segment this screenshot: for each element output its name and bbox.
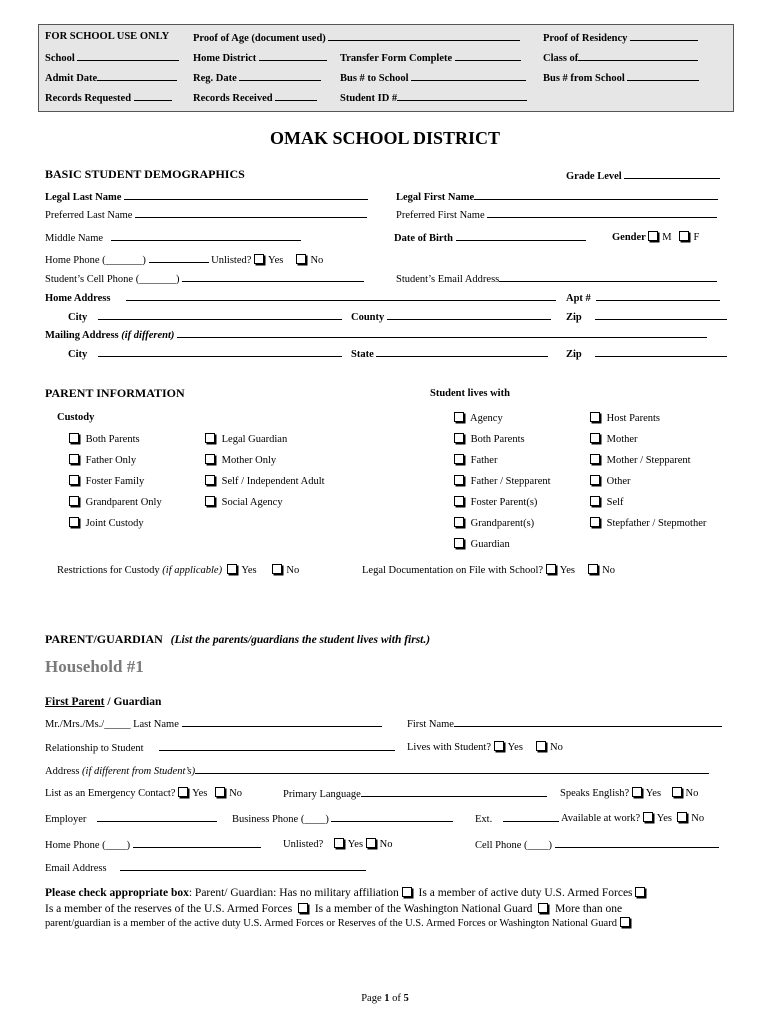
checkbox[interactable] <box>205 454 215 464</box>
lives-with-yes-checkbox[interactable] <box>494 741 504 751</box>
lives-with-option[interactable]: Grandparent(s) <box>454 517 534 530</box>
checkbox[interactable] <box>205 475 215 485</box>
admit-date-label: Admit Date <box>45 71 177 85</box>
checkbox[interactable] <box>454 433 464 443</box>
home-address-field[interactable] <box>126 291 556 301</box>
checkbox[interactable] <box>454 454 464 464</box>
parent-address-field[interactable] <box>195 764 709 774</box>
available-no-checkbox[interactable] <box>677 812 687 822</box>
proof-of-age-field[interactable] <box>328 31 520 41</box>
gender-f-checkbox[interactable] <box>679 231 689 241</box>
for-school-use-label: FOR SCHOOL USE ONLY <box>45 31 170 42</box>
home-address-label: Home Address <box>45 291 556 305</box>
emergency-row: List as an Emergency Contact? Yes No <box>45 788 243 799</box>
guardian-heading: PARENT/GUARDIAN <box>45 632 163 646</box>
checkbox[interactable] <box>590 496 600 506</box>
pref-last-field[interactable] <box>135 208 367 218</box>
proof-of-residency-label: Proof of Residency <box>543 31 698 45</box>
apt-label: Apt # <box>566 291 720 305</box>
state-label: State <box>351 347 548 361</box>
cell-phone-label: Student’s Cell Phone (_______) <box>45 272 364 286</box>
custody-option[interactable]: Self / Independent Adult <box>205 475 325 488</box>
legal-doc-no-checkbox[interactable] <box>588 564 598 574</box>
apt-field[interactable] <box>596 291 720 301</box>
grade-level-field[interactable] <box>624 169 720 179</box>
available-yes-checkbox[interactable] <box>643 812 653 822</box>
city-field[interactable] <box>98 310 342 320</box>
reg-date-field[interactable] <box>239 71 321 81</box>
records-received-field[interactable] <box>275 91 317 101</box>
restrictions-row: Restrictions for Custody (if applicable) Yes No <box>57 565 300 576</box>
lives-with-option[interactable]: Mother <box>590 433 638 446</box>
bus-to-school-label: Bus # to School <box>340 71 526 85</box>
parent-unlisted-no-checkbox[interactable] <box>366 838 376 848</box>
county-field[interactable] <box>387 310 551 320</box>
lives-with-option[interactable]: Father <box>454 454 497 467</box>
gender-m-checkbox[interactable] <box>648 231 658 241</box>
english-yes-checkbox[interactable] <box>632 787 642 797</box>
legal-last-label: Legal Last Name <box>45 190 368 204</box>
school-label: School <box>45 51 179 65</box>
student-id-field[interactable] <box>397 91 527 101</box>
transfer-form-field[interactable] <box>455 51 521 61</box>
mailing-address-field[interactable] <box>177 328 707 338</box>
transfer-form-label: Transfer Form Complete <box>340 51 521 65</box>
lives-with-option[interactable]: Both Parents <box>454 433 525 446</box>
parent-unlisted-yes-checkbox[interactable] <box>334 838 344 848</box>
class-of-field[interactable] <box>578 51 698 61</box>
parent-first-name-label: First Name <box>407 717 722 731</box>
military-line-2: Is a member of the reserves of the U.S. Armed Forces Is a member of the Washington National Guard More than one <box>45 903 623 915</box>
lives-with-option[interactable]: Foster Parent(s) <box>454 496 537 509</box>
checkbox[interactable] <box>205 433 215 443</box>
unlisted-yes-checkbox[interactable] <box>254 254 264 264</box>
demographics-heading: BASIC STUDENT DEMOGRAPHICS <box>45 167 245 181</box>
available-row: Available at work? Yes No <box>561 813 705 824</box>
bus-from-school-field[interactable] <box>627 71 699 81</box>
speaks-english-row: Speaks English? Yes No <box>560 788 699 799</box>
checkbox[interactable] <box>590 475 600 485</box>
checkbox[interactable] <box>454 517 464 527</box>
checkbox[interactable] <box>205 496 215 506</box>
legal-doc-yes-checkbox[interactable] <box>546 564 556 574</box>
checkbox[interactable] <box>454 475 464 485</box>
emergency-yes-checkbox[interactable] <box>178 787 188 797</box>
legal-first-label: Legal First Name <box>396 190 718 204</box>
employer-field[interactable] <box>97 812 217 822</box>
custody-option[interactable]: Foster Family <box>69 475 144 488</box>
custody-option[interactable]: Father Only <box>69 454 136 467</box>
checkbox[interactable] <box>69 433 79 443</box>
mailing-address-label: Mailing Address (if different) <box>45 328 707 342</box>
admit-date-field[interactable] <box>97 71 177 81</box>
parent-email-field[interactable] <box>120 861 366 871</box>
parent-address-label: Address (if different from Student’s) <box>45 764 709 778</box>
checkbox[interactable] <box>69 496 79 506</box>
school-field[interactable] <box>77 51 179 61</box>
relationship-label: Relationship to Student <box>45 741 395 755</box>
parent-email-label: Email Address <box>45 861 366 875</box>
primary-language-label: Primary Language <box>283 787 547 801</box>
custody-option[interactable]: Mother Only <box>205 454 276 467</box>
business-phone-label: Business Phone (____) <box>232 812 453 826</box>
household-title: Household #1 <box>45 657 144 676</box>
ext-label: Ext. <box>475 812 559 826</box>
parent-last-name-field[interactable] <box>182 717 382 727</box>
proof-of-residency-field[interactable] <box>630 31 698 41</box>
custody-option[interactable]: Legal Guardian <box>205 433 287 446</box>
checkbox[interactable] <box>454 496 464 506</box>
pref-first-field[interactable] <box>487 208 717 218</box>
middle-name-field[interactable] <box>111 231 301 241</box>
parent-info-heading: PARENT INFORMATION <box>45 386 185 400</box>
page-number: Page 1 of 5 <box>361 993 409 1004</box>
no-military-checkbox[interactable] <box>402 887 412 897</box>
ext-field[interactable] <box>503 812 559 822</box>
unlisted-no-checkbox[interactable] <box>296 254 306 264</box>
lives-with-option[interactable]: Mother / Stepparent <box>590 454 691 467</box>
legal-last-field[interactable] <box>124 190 368 200</box>
county-label: County <box>351 310 551 324</box>
checkbox[interactable] <box>590 412 600 422</box>
lives-with-no-checkbox[interactable] <box>536 741 546 751</box>
restrictions-yes-checkbox[interactable] <box>227 564 237 574</box>
parent-unlisted-row: Unlisted? Yes No <box>283 839 393 850</box>
lives-with-option[interactable]: Host Parents <box>590 412 660 425</box>
business-phone-field[interactable] <box>331 812 453 822</box>
last-name-label: Mr./Mrs./Ms./_____ Last Name <box>45 717 382 731</box>
lives-with-option[interactable]: Guardian <box>454 538 510 551</box>
parent-cell-phone-field[interactable] <box>555 838 719 848</box>
custody-option[interactable]: Both Parents <box>69 433 140 446</box>
military-line-1: Please check appropriate box: Parent/ Guardian: Has no military affiliation Is a member of active duty U.S. Armed Forces <box>45 887 649 899</box>
lives-with-option[interactable]: Father / Stepparent <box>454 475 551 488</box>
active-duty-checkbox[interactable] <box>635 887 645 897</box>
home-phone-field[interactable] <box>149 253 209 263</box>
parent-cell-phone-label: Cell Phone (____) <box>475 838 719 852</box>
employer-label: Employer <box>45 812 217 826</box>
custody-option[interactable]: Social Agency <box>205 496 283 509</box>
dob-field[interactable] <box>456 231 586 241</box>
lives-with-option[interactable]: Agency <box>454 412 503 425</box>
custody-option[interactable]: Grandparent Only <box>69 496 162 509</box>
more-than-one-checkbox[interactable] <box>620 917 630 927</box>
pref-last-label: Preferred Last Name <box>45 208 367 222</box>
pref-first-label: Preferred First Name <box>396 208 717 222</box>
class-of-label: Class of <box>543 51 698 65</box>
records-requested-label: Records Requested <box>45 91 172 105</box>
bus-to-school-field[interactable] <box>411 71 526 81</box>
military-line-3: parent/guardian is a member of the active duty U.S. Armed Forces or Reserves of the U.S. Armed Forces or Washington National Guard <box>45 917 634 930</box>
lives-with-option[interactable]: Stepfather / Stepmother <box>590 517 706 530</box>
guardian-heading-row <box>45 632 430 648</box>
checkbox[interactable] <box>590 433 600 443</box>
zip-label: Zip <box>566 310 727 324</box>
bus-from-school-label: Bus # from School <box>543 71 699 85</box>
records-requested-field[interactable] <box>134 91 172 101</box>
checkbox[interactable] <box>69 454 79 464</box>
parent-home-phone-label: Home Phone (____) <box>45 838 261 852</box>
lives-with-heading: Student lives with <box>430 388 510 399</box>
mailing-zip-field[interactable] <box>595 347 727 357</box>
district-title: OMAK SCHOOL DISTRICT <box>269 128 501 148</box>
first-parent-label: First Parent / Guardian <box>45 696 162 708</box>
mailing-city-field[interactable] <box>98 347 342 357</box>
cell-phone-field[interactable] <box>182 272 364 282</box>
legal-doc-row: Legal Documentation on File with School? Yes No <box>362 565 615 576</box>
legal-first-field[interactable] <box>474 190 718 200</box>
student-email-field[interactable] <box>499 272 717 282</box>
proof-of-age-label: Proof of Age (document used) <box>193 31 520 45</box>
checkbox[interactable] <box>69 475 79 485</box>
city-label: City <box>68 310 342 324</box>
home-district-field[interactable] <box>259 51 327 61</box>
lives-with-student-row: Lives with Student? Yes No <box>407 742 563 753</box>
checkbox[interactable] <box>590 517 600 527</box>
mailing-city-label: City <box>68 347 342 361</box>
records-received-label: Records Received <box>193 91 317 105</box>
parent-first-name-field[interactable] <box>454 717 722 727</box>
primary-language-field[interactable] <box>361 787 547 797</box>
lives-with-option[interactable]: Other <box>590 475 631 488</box>
student-email-label: Student’s Email Address <box>396 272 717 286</box>
emergency-no-checkbox[interactable] <box>215 787 225 797</box>
guardian-note: (List the parents/guardians the student lives with first.) <box>170 634 431 646</box>
checkbox[interactable] <box>454 538 464 548</box>
mailing-zip-label: Zip <box>566 347 727 361</box>
grade-level-label: Grade Level <box>566 169 720 183</box>
state-field[interactable] <box>376 347 548 357</box>
custody-label: Custody <box>57 412 95 423</box>
lives-with-option[interactable]: Self <box>590 496 624 509</box>
checkbox[interactable] <box>454 412 464 422</box>
middle-name-label: Middle Name <box>45 231 301 245</box>
restrictions-no-checkbox[interactable] <box>272 564 282 574</box>
national-guard-checkbox[interactable] <box>538 903 548 913</box>
checkbox[interactable] <box>69 517 79 527</box>
gender-label: Gender M F <box>612 232 700 243</box>
custody-option[interactable]: Joint Custody <box>69 517 144 530</box>
zip-field[interactable] <box>595 310 727 320</box>
parent-home-phone-field[interactable] <box>133 838 261 848</box>
english-no-checkbox[interactable] <box>672 787 682 797</box>
relationship-field[interactable] <box>159 741 395 751</box>
home-district-label: Home District <box>193 51 327 65</box>
dob-label: Date of Birth <box>394 231 586 245</box>
checkbox[interactable] <box>590 454 600 464</box>
reserves-checkbox[interactable] <box>298 903 308 913</box>
student-id-label: Student ID # <box>340 91 527 105</box>
home-phone-row: Home Phone (_______) Unlisted? Yes No <box>45 255 324 266</box>
reg-date-label: Reg. Date <box>193 71 321 85</box>
